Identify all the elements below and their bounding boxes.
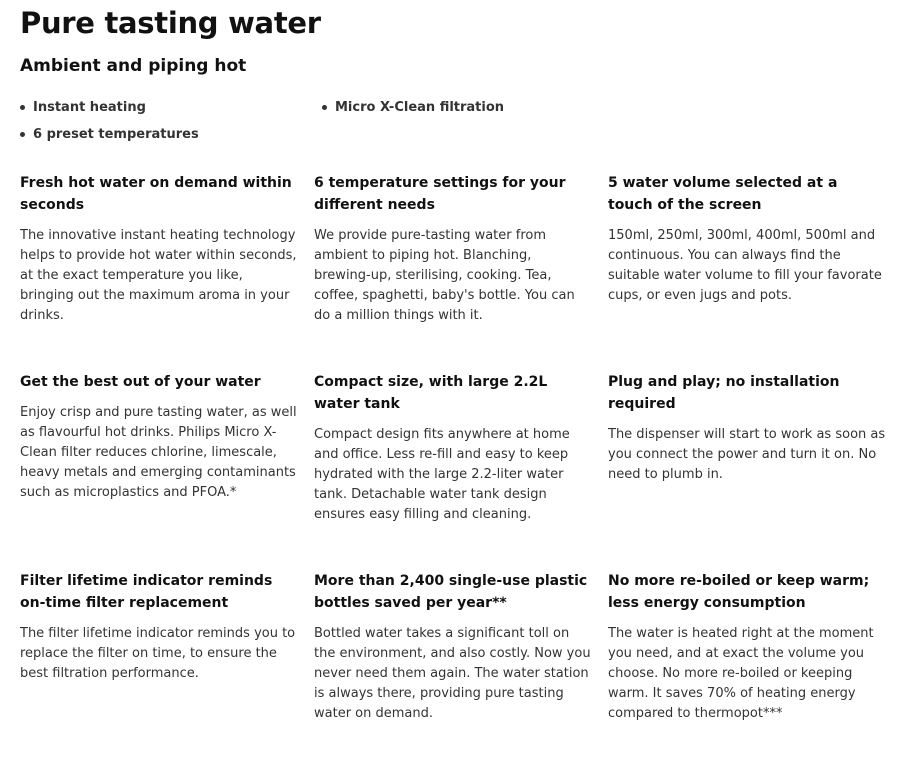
- highlight-label: 6 preset temperatures: [33, 127, 199, 142]
- feature-card: [608, 570, 886, 724]
- feature-card: [20, 570, 298, 684]
- feature-card: [20, 172, 298, 326]
- feature-body: Compact design fits anywhere at home and office. Less re-fill and easy to keep hydrated with the large 2.2-liter water tank. Detachable water tank design ensures easy filling and cleaning.: [314, 427, 570, 522]
- feature-body: The dispenser will start to work as soon as you connect the power and turn it on. No need to plumb in.: [608, 427, 886, 482]
- feature-card: [314, 371, 592, 525]
- feature-heading: More than 2,400 single-use plastic bottles saved per year**: [314, 573, 588, 611]
- feature-heading: Plug and play; no installation required: [608, 374, 840, 412]
- feature-body: The filter lifetime indicator reminds you to replace the filter on time, to ensure the best filtration performance.: [20, 626, 296, 681]
- bullet-dot-icon: [20, 132, 25, 137]
- feature-body: 150ml, 250ml, 300ml, 400ml, 500ml and continuous. You can always find the suitable water volume to fill your favorate cups, or even jugs and pots.: [608, 228, 882, 303]
- feature-body: We provide pure-tasting water from ambient to piping hot. Blanching, brewing-up, sterilising, cooking. Tea, coffee, spaghetti, baby's bottle. You can do a million things with it.: [314, 228, 575, 323]
- feature-card: [314, 570, 592, 724]
- page-title: Pure tasting water: [20, 6, 321, 40]
- highlights-list: [20, 100, 890, 152]
- feature-heading: 5 water volume selected at a touch of the screen: [608, 175, 838, 213]
- feature-heading: Get the best out of your water: [20, 374, 261, 390]
- feature-card: [608, 371, 886, 485]
- bullet-dot-icon: [20, 105, 25, 110]
- feature-body: Bottled water takes a significant toll on the environment, and also costly. Now you never need them again. The water station is always there, providing pure tasting water on demand.: [314, 626, 591, 721]
- highlight-label: Micro X-Clean filtration: [335, 100, 505, 115]
- feature-heading: Filter lifetime indicator reminds on-time filter replacement: [20, 573, 273, 611]
- feature-card: [20, 371, 298, 503]
- feature-heading: 6 temperature settings for your different needs: [314, 175, 566, 213]
- page-subtitle: Ambient and piping hot: [20, 56, 247, 76]
- feature-heading: Compact size, with large 2.2L water tank: [314, 374, 548, 412]
- highlight-item: [20, 100, 146, 115]
- feature-heading: Fresh hot water on demand within seconds: [20, 175, 292, 213]
- highlight-item: [20, 127, 199, 142]
- feature-heading: No more re-boiled or keep warm; less energy consumption: [608, 573, 870, 611]
- feature-card: [608, 172, 886, 306]
- feature-body: The water is heated right at the moment you need, and at exact the volume you choose. No more re-boiled or keeping warm. It saves 70% of heating energy compared to thermopot***: [608, 626, 874, 721]
- highlight-label: Instant heating: [33, 100, 146, 115]
- bullet-dot-icon: [322, 105, 327, 110]
- highlight-item: [322, 100, 504, 115]
- feature-body: Enjoy crisp and pure tasting water, as well as flavourful hot drinks. Philips Micro X-Clean filter reduces chlorine, limescale, heavy metals and emerging contaminants such as microplastics and PFOA.*: [20, 405, 297, 500]
- feature-card: [314, 172, 592, 326]
- feature-body: The innovative instant heating technology helps to provide hot water within seconds, at the exact temperature you like, bringing out the maximum aroma in your drinks.: [20, 228, 297, 323]
